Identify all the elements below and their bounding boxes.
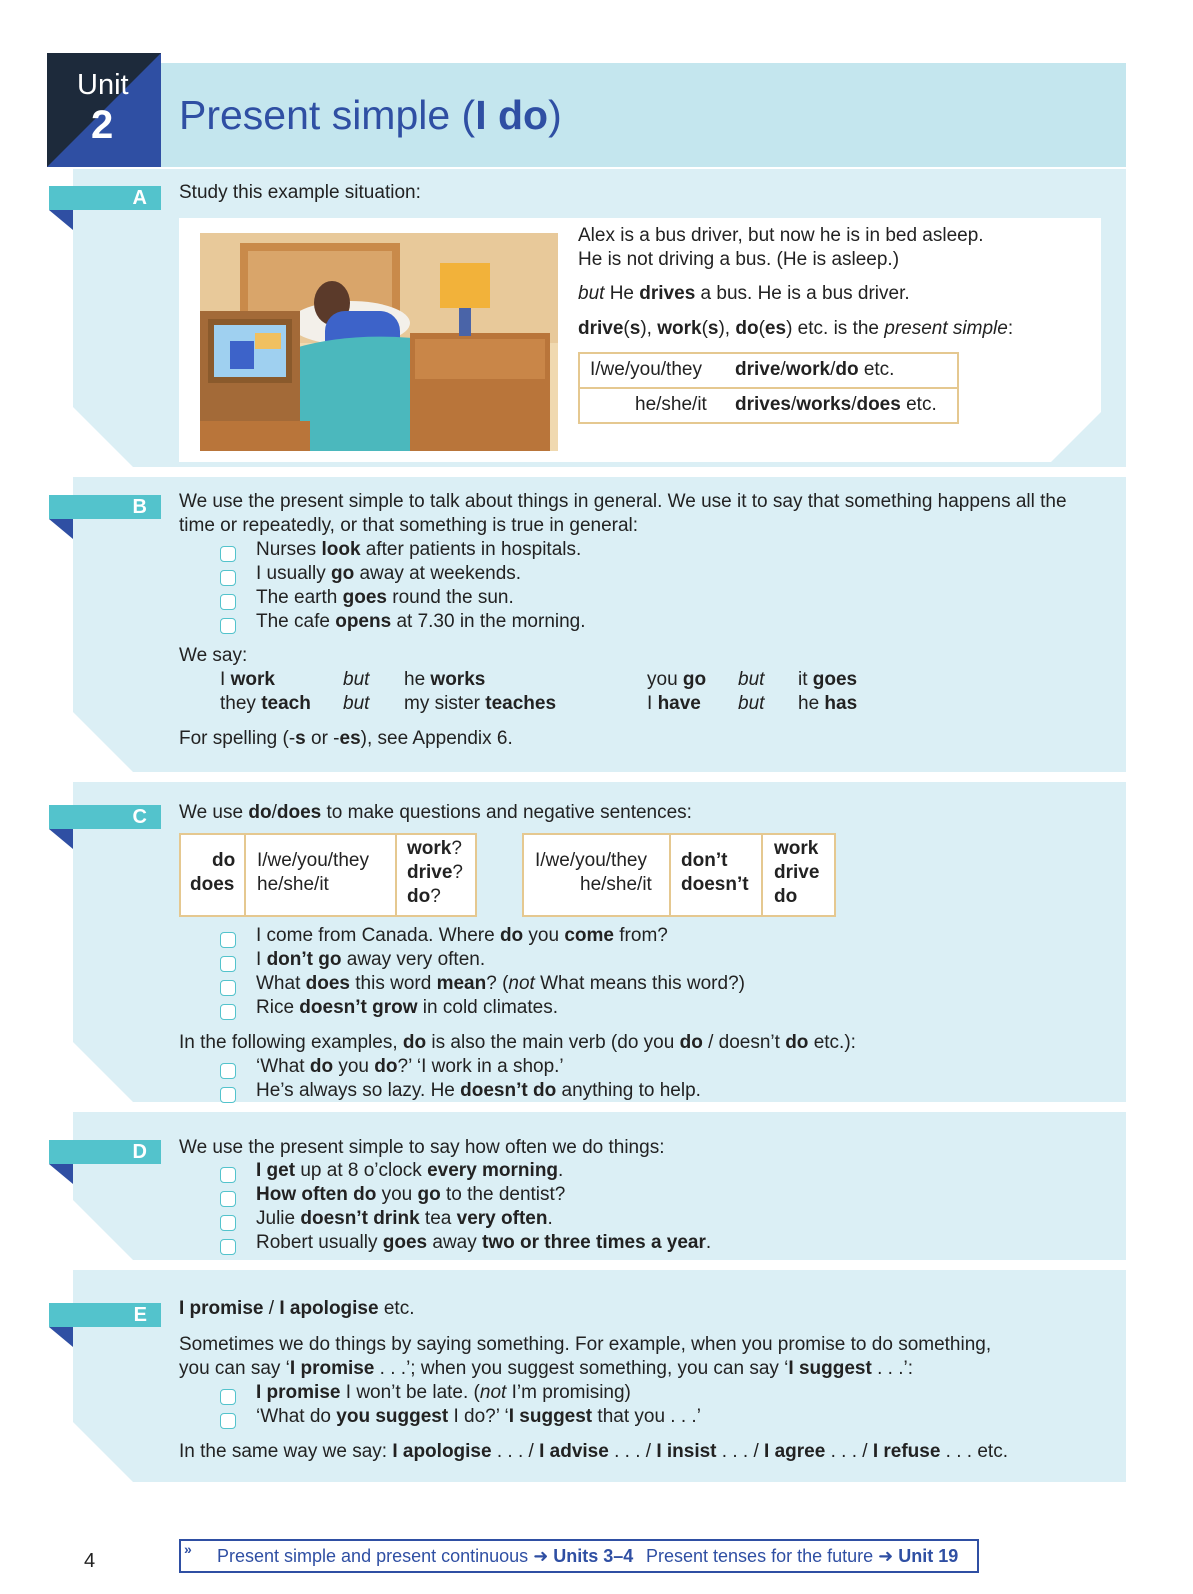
section-b-intro-1: We use the present simple to talk about things in general. We use it to say that something happens all the bbox=[179, 491, 1067, 512]
pair-right: he works bbox=[404, 669, 486, 690]
pair-left: I have bbox=[647, 693, 701, 714]
arrow-right-icon: ➜ bbox=[533, 1546, 549, 1566]
spelling-note: For spelling (-s or -es), see Appendix 6. bbox=[179, 728, 513, 749]
we-say-label: We say: bbox=[179, 645, 248, 666]
aux-dont: don’t bbox=[681, 850, 728, 871]
bullet-icon bbox=[220, 618, 236, 634]
situation-but-line: but He drives a bus. He is a bus driver. bbox=[578, 283, 910, 304]
example-item: I usually go away at weekends. bbox=[256, 563, 522, 584]
bullet-icon bbox=[220, 1167, 236, 1183]
subject-singular: he/she/it bbox=[257, 874, 329, 895]
bullet-icon bbox=[220, 1191, 236, 1207]
bullet-icon bbox=[220, 1004, 236, 1020]
section-tab-b: B bbox=[49, 495, 161, 519]
verb-do: do bbox=[774, 886, 798, 907]
tab-fold bbox=[49, 210, 73, 230]
arrow-right-icon: ➜ bbox=[878, 1546, 894, 1566]
example-item: I don’t go away very often. bbox=[256, 949, 486, 970]
situation-line-1: Alex is a bus driver, but now he is in bed asleep. bbox=[578, 225, 984, 246]
section-tab-a: A bbox=[49, 186, 161, 210]
pair-right: he has bbox=[798, 693, 858, 714]
subject-singular: he/she/it bbox=[580, 874, 652, 895]
section-e-para-1: Sometimes we do things by saying something. For example, when you promise to do something, bbox=[179, 1334, 992, 1355]
bullet-icon bbox=[220, 1063, 236, 1079]
section-tab-d: D bbox=[49, 1140, 161, 1164]
example-item: Rice doesn’t grow in cold climates. bbox=[256, 997, 558, 1018]
verb-work: work? bbox=[407, 838, 462, 859]
pair-left: I work bbox=[220, 669, 275, 690]
pair-left: they teach bbox=[220, 693, 311, 714]
bullet-icon bbox=[220, 1389, 236, 1405]
section-d-intro: We use the present simple to say how often we do things: bbox=[179, 1137, 665, 1158]
link-units-3-4[interactable]: Present simple and present continuous ➜ Units 3–4 bbox=[217, 1546, 634, 1566]
situation-line-2: He is not driving a bus. (He is asleep.) bbox=[578, 249, 900, 270]
example-item: The cafe opens at 7.30 in the morning. bbox=[256, 611, 586, 632]
subject-plural: I/we/you/they bbox=[535, 850, 647, 871]
present-simple-forms: drive(s), work(s), do(es) etc. is the present simple: bbox=[578, 318, 1014, 339]
example-item: Nurses look after patients in hospitals. bbox=[256, 539, 582, 560]
example-item: ‘What do you do?’ ‘I work in a shop.’ bbox=[256, 1056, 564, 1077]
bullet-icon bbox=[220, 570, 236, 586]
verb-drive: drive? bbox=[407, 862, 463, 883]
example-item: I come from Canada. Where do you come from? bbox=[256, 925, 668, 946]
tab-fold bbox=[49, 1164, 73, 1184]
bullet-icon bbox=[220, 546, 236, 562]
verb-do: do? bbox=[407, 886, 441, 907]
section-e-para-2: you can say ‘I promise . . .’; when you suggest something, you can say ‘I suggest . . .’: bbox=[179, 1358, 913, 1379]
double-chevron-icon: » bbox=[184, 1541, 192, 1557]
bullet-icon bbox=[220, 980, 236, 996]
bullet-icon bbox=[220, 1413, 236, 1429]
pair-but: but bbox=[343, 669, 370, 690]
bullet-icon bbox=[220, 1215, 236, 1231]
tab-fold bbox=[49, 1327, 73, 1347]
pair-but: but bbox=[738, 669, 765, 690]
unit-label: Unit bbox=[77, 69, 129, 101]
table-forms: drive/work/do etc. bbox=[735, 359, 895, 380]
page-title: Present simple (I do) bbox=[179, 92, 562, 138]
main-verb-note: In the following examples, do is also the main verb (do you do / doesn’t do etc.): bbox=[179, 1032, 856, 1053]
unit-number: 2 bbox=[91, 103, 114, 147]
example-item: ‘What do you suggest I do?’ ‘I suggest that you . . .’ bbox=[256, 1406, 701, 1427]
example-item: Julie doesn’t drink tea very often. bbox=[256, 1208, 553, 1229]
section-tab-e: E bbox=[49, 1303, 161, 1327]
aux-does: does bbox=[190, 874, 235, 895]
tab-fold bbox=[49, 519, 73, 539]
example-item: I get up at 8 o’clock every morning. bbox=[256, 1160, 564, 1181]
bullet-icon bbox=[220, 956, 236, 972]
aux-doesnt: doesn’t bbox=[681, 874, 749, 895]
aux-do: do bbox=[212, 850, 236, 871]
table-forms: drives/works/does etc. bbox=[735, 394, 937, 415]
example-item: He’s always so lazy. He doesn’t do anything to help. bbox=[256, 1080, 701, 1101]
same-way-note: In the same way we say: I apologise . . . / I advise . . . / I insist . . . / I agree . . . / I refuse . . . etc. bbox=[179, 1441, 1008, 1462]
pair-but: but bbox=[738, 693, 765, 714]
bullet-icon bbox=[220, 932, 236, 948]
bullet-icon bbox=[220, 594, 236, 610]
example-item: How often do you go to the dentist? bbox=[256, 1184, 566, 1205]
table-subject: he/she/it bbox=[635, 394, 707, 415]
pair-right: it goes bbox=[798, 669, 858, 690]
pair-but: but bbox=[343, 693, 370, 714]
example-item: Robert usually goes away two or three times a year. bbox=[256, 1232, 712, 1253]
example-item: What does this word mean? (not What means this word?) bbox=[256, 973, 745, 994]
section-b-intro-2: time or repeatedly, or that something is true in general: bbox=[179, 515, 639, 536]
example-item: The earth goes round the sun. bbox=[256, 587, 514, 608]
section-tab-c: C bbox=[49, 805, 161, 829]
pair-right: my sister teaches bbox=[404, 693, 557, 714]
link-unit-19[interactable]: Present tenses for the future ➜ Unit 19 bbox=[646, 1546, 959, 1566]
table-subject: I/we/you/they bbox=[590, 359, 702, 380]
verb-drive: drive bbox=[774, 862, 820, 883]
pair-left: you go bbox=[647, 669, 707, 690]
section-e-heading: I promise / I apologise etc. bbox=[179, 1298, 415, 1319]
section-a-intro: Study this example situation: bbox=[179, 182, 421, 203]
bullet-icon bbox=[220, 1087, 236, 1103]
example-item: I promise I won’t be late. (not I’m promising) bbox=[256, 1382, 631, 1403]
unit-badge bbox=[47, 53, 161, 167]
tab-fold bbox=[49, 829, 73, 849]
page-number: 4 bbox=[84, 1550, 96, 1572]
section-c-intro: We use do/does to make questions and negative sentences: bbox=[179, 802, 692, 823]
verb-work: work bbox=[774, 838, 819, 859]
subject-plural: I/we/you/they bbox=[257, 850, 369, 871]
bullet-icon bbox=[220, 1239, 236, 1255]
man-sleeping-illustration bbox=[200, 233, 558, 451]
